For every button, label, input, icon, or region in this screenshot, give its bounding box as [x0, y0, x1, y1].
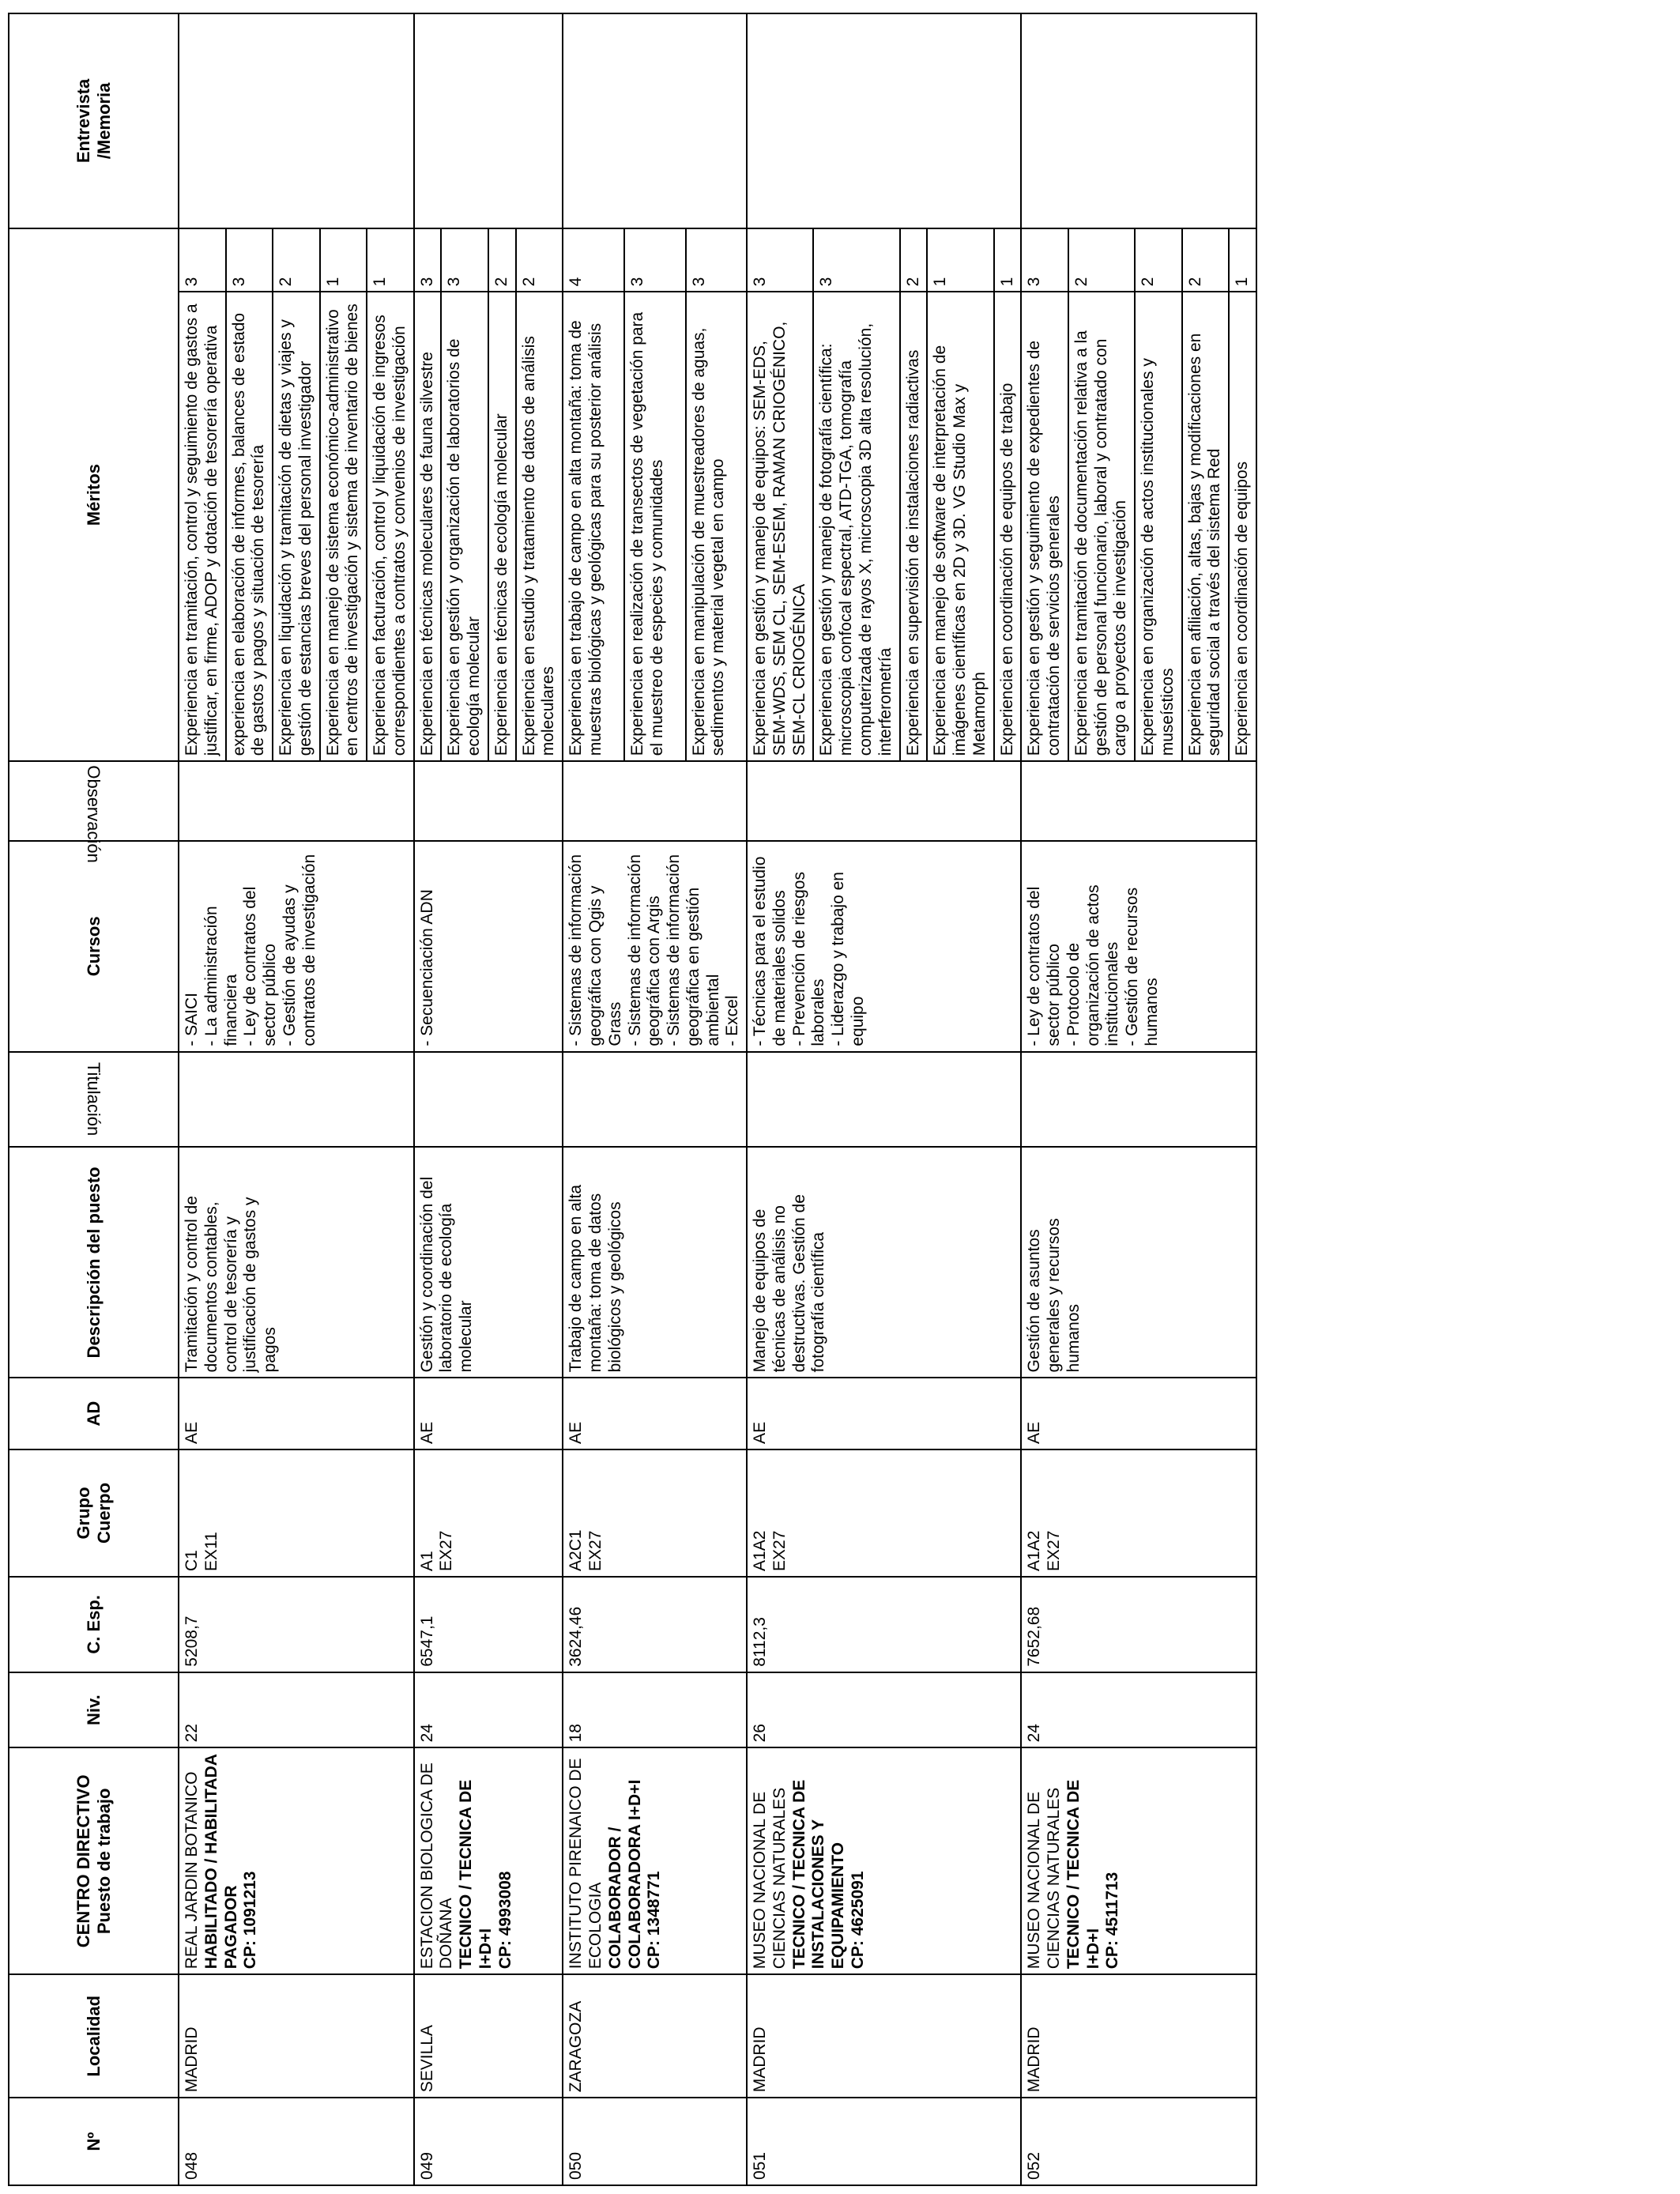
puesto-name: COLABORADOR / COLABORADORA I+D+I	[605, 1779, 644, 1970]
merito-text: Experiencia en supervisión de instalaciones radiactivas	[900, 292, 928, 761]
merito-text: Experiencia en tramitación de documentación relativa a la gestión de personal funcionario, laboral y contratado con cargo a proyectos de investigación	[1068, 292, 1135, 761]
row-localidad: MADRID	[1021, 1974, 1256, 2098]
row-nivel: 22	[179, 1672, 414, 1748]
row-localidad: ZARAGOZA	[563, 1974, 747, 2098]
row-observacion	[179, 761, 414, 841]
row-descripcion: Gestión y coordinación del laboratorio de ecología molecular	[414, 1147, 563, 1378]
cuerpo: EX27	[586, 1530, 605, 1571]
merito-points: 3	[179, 228, 226, 292]
merito-points: 1	[1229, 228, 1256, 292]
puesto-name: TECNICO / TECNICA DE INSTALACIONES Y EQUIPAMIENTO	[789, 1779, 848, 1970]
curso-item: - Sistemas de información geográfica en gestión ambiental	[665, 854, 722, 1046]
cp-code: CP: 1348771	[645, 1871, 664, 1970]
row-centro	[747, 1747, 1021, 1974]
cuerpo: EX11	[202, 1532, 220, 1571]
row-num: 050	[563, 2098, 747, 2185]
header-descripcion: Descripción del puesto	[9, 1147, 179, 1378]
curso-item: - Liderazgo y trabajo en equipo	[829, 872, 867, 1046]
row-ad: AE	[179, 1378, 414, 1449]
row-titulacion	[179, 1052, 414, 1148]
merito-points: 1	[994, 228, 1022, 292]
row-observacion	[563, 761, 747, 841]
row-descripcion: Manejo de equipos de técnicas de análisis no destructivas. Gestión de fotografía científica	[747, 1147, 1021, 1378]
row-num: 051	[747, 2098, 1021, 2185]
merito-text: Experiencia en coordinación de equipos de trabajo	[994, 292, 1022, 761]
row-complemento: 7652,68	[1021, 1577, 1256, 1672]
merito-points: 3	[624, 228, 686, 292]
curso-item: - Sistemas de información geográfica con Argis	[625, 854, 664, 1046]
row-observacion	[1021, 761, 1256, 841]
row-cursos	[747, 841, 1021, 1052]
row-cursos	[414, 841, 563, 1052]
merito-text: Experiencia en estudio y tratamiento de datos de análisis moleculares	[516, 292, 563, 761]
merito-text: Experiencia en organización de actos institucionales y museísticos	[1135, 292, 1182, 761]
merito-points: 3	[414, 228, 442, 292]
grupo: A1A2	[751, 1530, 770, 1571]
row-centro	[563, 1747, 747, 1974]
row-ad: AE	[563, 1378, 747, 1449]
row-complemento: 6547,1	[414, 1577, 563, 1672]
row-ad: AE	[414, 1378, 563, 1449]
row-titulacion	[563, 1052, 747, 1148]
merito-points: 3	[441, 228, 488, 292]
row-entrevista	[563, 13, 747, 228]
merito-text: Experiencia en técnicas de ecología molecular	[488, 292, 516, 761]
row-grupo-cuerpo	[179, 1449, 414, 1577]
header-observacion: Observación	[9, 761, 179, 841]
grupo: A2C1	[567, 1529, 586, 1571]
merito-text: Experiencia en gestión y manejo de fotografía científica: microscopia confocal espectral, ATD-TGA, tomografía computerizada de rayos X, microscopia 3D alta resolución, interferometría	[813, 292, 899, 761]
merito-text: Experiencia en técnicas moleculares de fauna silvestre	[414, 292, 442, 761]
grupo: A1	[417, 1551, 436, 1571]
centro-name: MUSEO NACIONAL DE CIENCIAS NATURALES	[751, 1787, 789, 1970]
curso-item: - Ley de contratos del sector público	[1025, 886, 1064, 1046]
cuerpo: EX27	[1045, 1530, 1064, 1571]
row-observacion	[414, 761, 563, 841]
row-cursos	[1021, 841, 1256, 1052]
row-complemento: 5208,7	[179, 1577, 414, 1672]
header-meritos: Méritos	[9, 228, 179, 761]
header-cesp: C. Esp.	[9, 1577, 179, 1672]
curso-item: - Ley de contratos del sector público	[241, 886, 280, 1046]
grupo: A1A2	[1025, 1530, 1044, 1571]
merito-text: Experiencia en manipulación de muestreadores de aguas, sedimentos y material vegetal en campo	[686, 292, 748, 761]
merito-text: Experiencia en manejo de sistema económico-administrativo en centros de investigación y sistema de inventario de bienes	[320, 292, 367, 761]
merito-text: Experiencia en tramitación, control y seguimiento de gastos a justificar, en firme, ADOP y dotación de tesorería operativa	[179, 292, 226, 761]
row-titulacion	[1021, 1052, 1256, 1148]
grupo: C1	[183, 1550, 201, 1571]
row-grupo-cuerpo	[563, 1449, 747, 1577]
row-titulacion	[414, 1052, 563, 1148]
centro-name: REAL JARDIN BOTANICO	[183, 1771, 201, 1970]
row-entrevista	[1021, 13, 1256, 228]
cuerpo: EX27	[437, 1530, 456, 1571]
merito-points: 2	[516, 228, 563, 292]
curso-item: - Protocolo de organización de actos institucionales	[1064, 884, 1122, 1046]
centro-name: MUSEO NACIONAL DE CIENCIAS NATURALES	[1025, 1787, 1064, 1970]
row-entrevista	[747, 13, 1021, 228]
row-descripcion: Tramitación y control de documentos contables, control de tesorería y justificación de gastos y pagos	[179, 1147, 414, 1378]
curso-item: - SAICI	[183, 992, 201, 1046]
curso-item: - La administración financiera	[202, 906, 240, 1046]
row-cursos	[563, 841, 747, 1052]
merito-text: experiencia en elaboración de informes, balances de estado de gastos y pagos y situación de tesorería	[226, 292, 273, 761]
row-num: 048	[179, 2098, 414, 2185]
merito-points: 4	[563, 228, 624, 292]
row-titulacion	[747, 1052, 1021, 1148]
merito-points: 3	[686, 228, 748, 292]
row-localidad: MADRID	[179, 1974, 414, 2098]
header-titulacion: Titulación	[9, 1052, 179, 1148]
merito-points: 2	[488, 228, 516, 292]
puesto-name: TECNICO / TECNICA DE I+D+I	[1064, 1779, 1102, 1970]
merito-points: 3	[747, 228, 813, 292]
curso-item: - Sistemas de información geográfica con Qgis y Grass	[567, 854, 624, 1046]
row-centro	[414, 1747, 563, 1974]
row-observacion	[747, 761, 1021, 841]
header-ad: AD	[9, 1378, 179, 1449]
curso-item: - Técnicas para el estudio de materiales solidos	[751, 856, 789, 1046]
table-row	[414, 13, 442, 2185]
header-entrevista: Entrevista /Memoria	[9, 13, 179, 228]
row-descripcion: Trabajo de campo en alta montaña: toma de datos biológicos y geológicos	[563, 1147, 747, 1378]
jobs-table	[8, 13, 1257, 2186]
merito-points: 2	[900, 228, 928, 292]
row-num: 049	[414, 2098, 563, 2185]
merito-text: Experiencia en gestión y organización de laboratorios de ecología molecular	[441, 292, 488, 761]
header-grupo: Grupo Cuerpo	[9, 1449, 179, 1577]
table-row	[747, 13, 813, 2185]
table-row	[1021, 13, 1068, 2185]
merito-text: Experiencia en trabajo de campo en alta montaña: toma de muestras biológicas y geológicas para su posterior análisis	[563, 292, 624, 761]
table-row	[179, 13, 226, 2185]
curso-item: - Gestión de ayudas y contratos de investigación	[280, 854, 318, 1046]
row-centro	[179, 1747, 414, 1974]
centro-name: ESTACION BIOLOGICA DE DOÑANA	[417, 1762, 456, 1970]
row-nivel: 24	[414, 1672, 563, 1748]
merito-points: 3	[1021, 228, 1068, 292]
puesto-name: HABILITADO / HABILITADA PAGADOR	[202, 1754, 240, 1970]
row-grupo-cuerpo	[747, 1449, 1021, 1577]
header-row	[9, 13, 179, 2185]
puesto-name: TECNICO / TECNICA DE I+D+I	[457, 1779, 495, 1970]
row-cursos	[179, 841, 414, 1052]
row-num: 052	[1021, 2098, 1256, 2185]
merito-text: Experiencia en gestión y manejo de equipos: SEM-EDS, SEM-WDS, SEM CL, SEM-ESEM, RAMAN CRIOGÉNICO, SEM-CL CRIOGÉNICA	[747, 292, 813, 761]
merito-text: Experiencia en liquidación y tramitación de dietas y viajes y gestión de estancias breves del personal investigador	[273, 292, 320, 761]
row-entrevista	[414, 13, 563, 228]
row-localidad: MADRID	[747, 1974, 1021, 2098]
centro-name: INSTITUTO PIRENAICO DE ECOLOGIA	[567, 1758, 605, 1970]
curso-item: - Excel	[723, 995, 742, 1046]
row-centro	[1021, 1747, 1256, 1974]
row-ad: AE	[747, 1378, 1021, 1449]
merito-points: 1	[320, 228, 367, 292]
cuerpo: EX27	[770, 1530, 789, 1571]
header-centro: CENTRO DIRECTIVO Puesto de trabajo	[9, 1747, 179, 1974]
merito-points: 1	[367, 228, 414, 292]
row-descripcion: Gestión de asuntos generales y recursos humanos	[1021, 1147, 1256, 1378]
merito-text: Experiencia en realización de transectos de vegetación para el muestreo de especies y comunidades	[624, 292, 686, 761]
row-ad: AE	[1021, 1378, 1256, 1449]
merito-text: Experiencia en afiliación, altas, bajas y modificaciones en seguridad social a través del sistema Red	[1182, 292, 1230, 761]
header-cursos: Cursos	[9, 841, 179, 1052]
merito-points: 2	[1135, 228, 1182, 292]
header-localidad: Localidad	[9, 1974, 179, 2098]
merito-points: 2	[1182, 228, 1230, 292]
row-complemento: 3624,46	[563, 1577, 747, 1672]
row-complemento: 8112,3	[747, 1577, 1021, 1672]
merito-points: 2	[273, 228, 320, 292]
curso-item: - Gestión de recursos humanos	[1123, 887, 1161, 1046]
merito-points: 1	[927, 228, 993, 292]
cp-code: CP: 1091213	[241, 1871, 260, 1970]
row-grupo-cuerpo	[1021, 1449, 1256, 1577]
merito-points: 3	[813, 228, 899, 292]
row-grupo-cuerpo	[414, 1449, 563, 1577]
cp-code: CP: 4625091	[848, 1871, 867, 1970]
merito-points: 2	[1068, 228, 1135, 292]
cp-code: CP: 4511713	[1103, 1872, 1122, 1970]
cp-code: CP: 4993008	[495, 1871, 514, 1970]
merito-points: 3	[226, 228, 273, 292]
row-entrevista	[179, 13, 414, 228]
merito-text: Experiencia en gestión y seguimiento de expedientes de contratación de servicios generales	[1021, 292, 1068, 761]
row-nivel: 26	[747, 1672, 1021, 1748]
curso-item: - Secuenciación ADN	[417, 889, 436, 1046]
row-localidad: SEVILLA	[414, 1974, 563, 2098]
header-num: Nº	[9, 2098, 179, 2185]
table-row	[563, 13, 624, 2185]
table-body	[179, 13, 1256, 2185]
merito-text: Experiencia en coordinación de equipos	[1229, 292, 1256, 761]
merito-text: Experiencia en manejo de software de interpretación de imágenes científicas en 2D y 3D. VG Studio Max y Metamorph	[927, 292, 993, 761]
header-niv: Niv.	[9, 1672, 179, 1748]
merito-text: Experiencia en facturación, control y liquidación de ingresos correspondientes a contratos y convenios de investigación	[367, 292, 414, 761]
curso-item: - Prevención de riesgos laborales	[789, 872, 828, 1046]
row-nivel: 18	[563, 1672, 747, 1748]
row-nivel: 24	[1021, 1672, 1256, 1748]
